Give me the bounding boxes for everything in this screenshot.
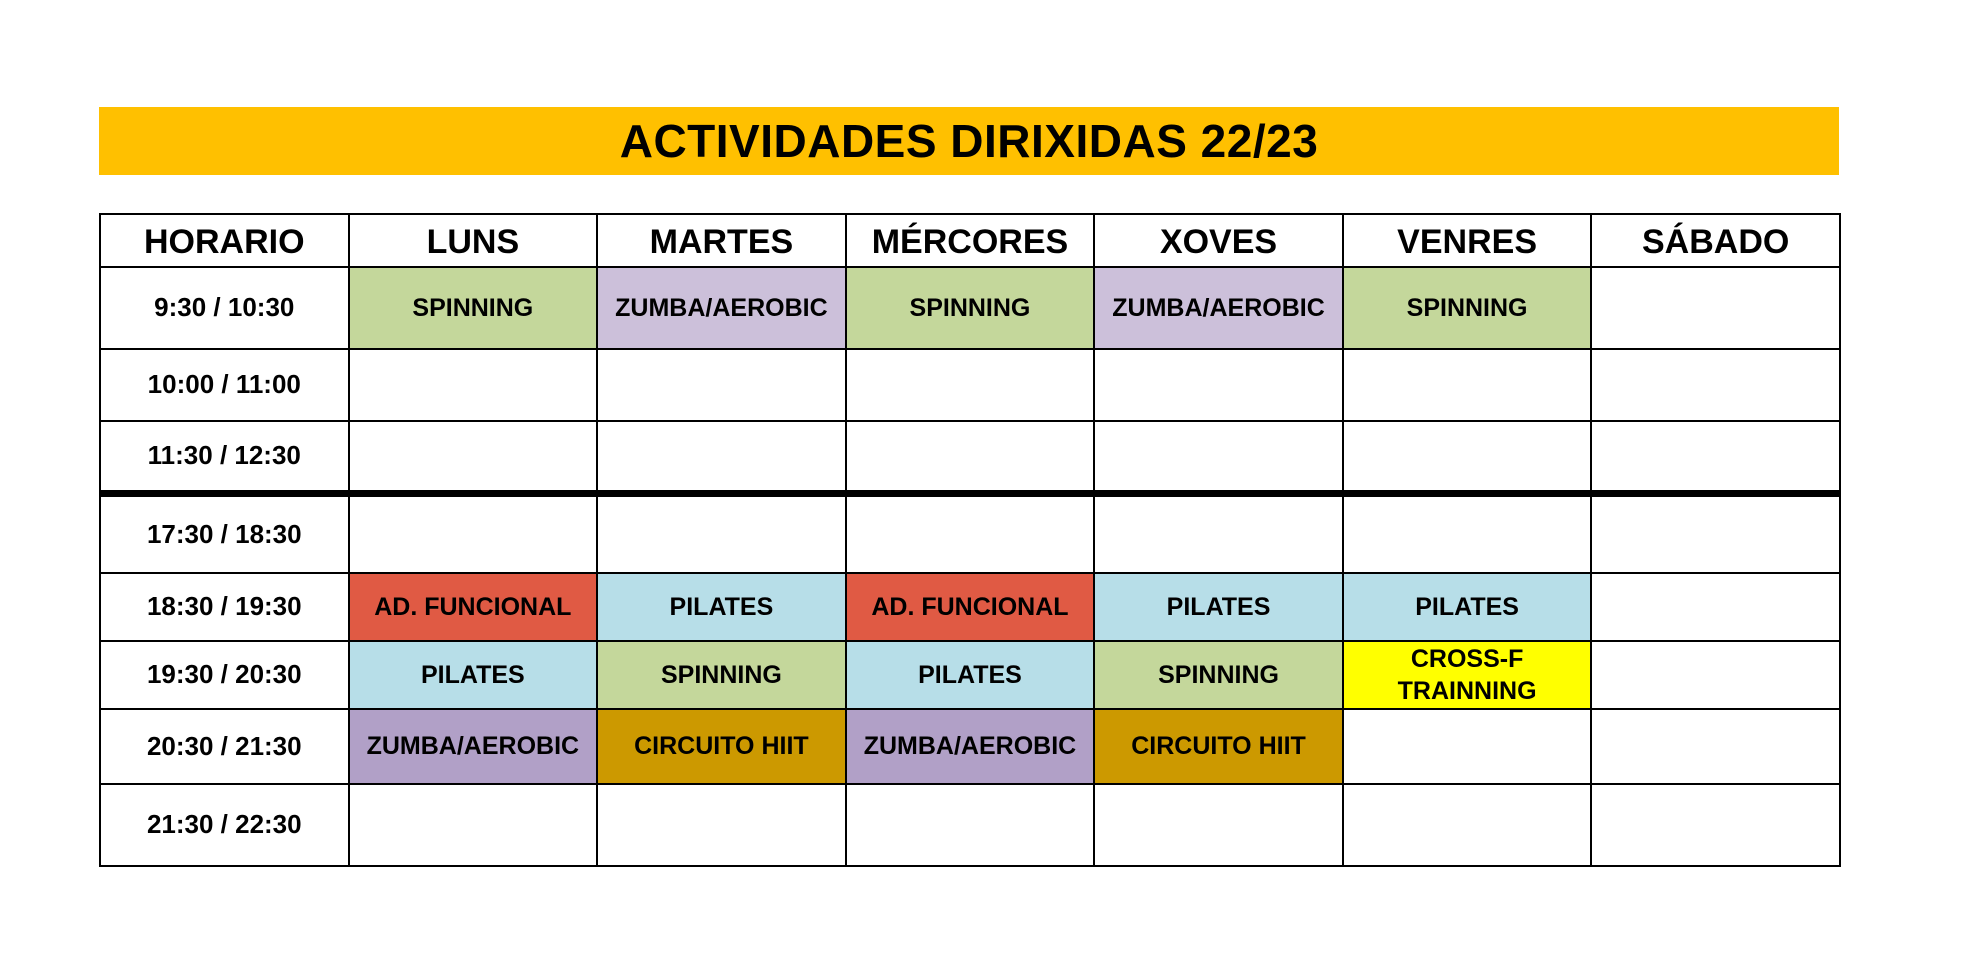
header-venres: VENRES [1343,214,1592,267]
time-cell: 19:30 / 20:30 [100,641,349,709]
activity-cell: PILATES [846,641,1095,709]
activity-cell [1094,349,1343,421]
activity-cell [597,421,846,494]
time-cell: 10:00 / 11:00 [100,349,349,421]
table-row [100,494,1840,574]
activity-cell [846,349,1095,421]
activity-cell [1343,349,1592,421]
activity-cell: SPINNING [1094,641,1343,709]
activity-cell: SPINNING [349,267,598,349]
header-luns: LUNS [349,214,598,267]
activity-cell [597,349,846,421]
header-xoves: XOVES [1094,214,1343,267]
time-cell: 17:30 / 18:30 [100,494,349,574]
activity-cell [597,784,846,866]
activity-cell: SPINNING [846,267,1095,349]
activity-cell [1591,573,1840,641]
activity-cell: PILATES [1343,573,1592,641]
activity-cell [349,421,598,494]
activity-cell [846,421,1095,494]
activity-cell [1094,494,1343,574]
activity-cell [1343,494,1592,574]
activity-cell: AD. FUNCIONAL [846,573,1095,641]
activity-cell: SPINNING [1343,267,1592,349]
time-cell: 20:30 / 21:30 [100,709,349,784]
activity-cell [1094,784,1343,866]
activity-cell [1343,709,1592,784]
header-sabado: SÁBADO [1591,214,1840,267]
header-mercores: MÉRCORES [846,214,1095,267]
table-row [100,709,1840,784]
table-row [100,267,1840,349]
time-cell: 9:30 / 10:30 [100,267,349,349]
title-banner [99,107,1839,175]
header-row [100,214,1840,267]
activity-cell: ZUMBA/AEROBIC [846,709,1095,784]
activity-cell [1591,349,1840,421]
activity-cell [349,349,598,421]
page-title: ACTIVIDADES DIRIXIDAS 22/23 [619,115,1319,167]
table-row [100,573,1840,641]
activity-cell [349,494,598,574]
header-horario: HORARIO [100,214,349,267]
activity-cell: ZUMBA/AEROBIC [1094,267,1343,349]
table-row [100,641,1840,709]
table-row [100,349,1840,421]
activity-cell [846,784,1095,866]
activity-cell: PILATES [1094,573,1343,641]
activity-cell [1094,421,1343,494]
time-cell: 18:30 / 19:30 [100,573,349,641]
activity-cell [597,494,846,574]
activity-cell: SPINNING [597,641,846,709]
activity-cell [1343,421,1592,494]
activity-cell [1591,421,1840,494]
time-cell: 21:30 / 22:30 [100,784,349,866]
activity-cell [1591,641,1840,709]
activity-cell: ZUMBA/AEROBIC [349,709,598,784]
activity-cell: ZUMBA/AEROBIC [597,267,846,349]
activity-cell: PILATES [597,573,846,641]
activity-cell: CROSS-F TRAINNING [1343,641,1592,709]
activity-cell [1591,494,1840,574]
activity-cell [846,494,1095,574]
header-martes: MARTES [597,214,846,267]
schedule-table [99,213,1841,867]
activity-cell [1591,267,1840,349]
activity-cell [1591,784,1840,866]
activity-cell [1343,784,1592,866]
activity-cell: CIRCUITO HIIT [597,709,846,784]
activity-cell: CIRCUITO HIIT [1094,709,1343,784]
table-row [100,784,1840,866]
activity-cell: AD. FUNCIONAL [349,573,598,641]
activity-cell: PILATES [349,641,598,709]
activity-cell [1591,709,1840,784]
time-cell: 11:30 / 12:30 [100,421,349,494]
activity-cell [349,784,598,866]
table-row [100,421,1840,494]
